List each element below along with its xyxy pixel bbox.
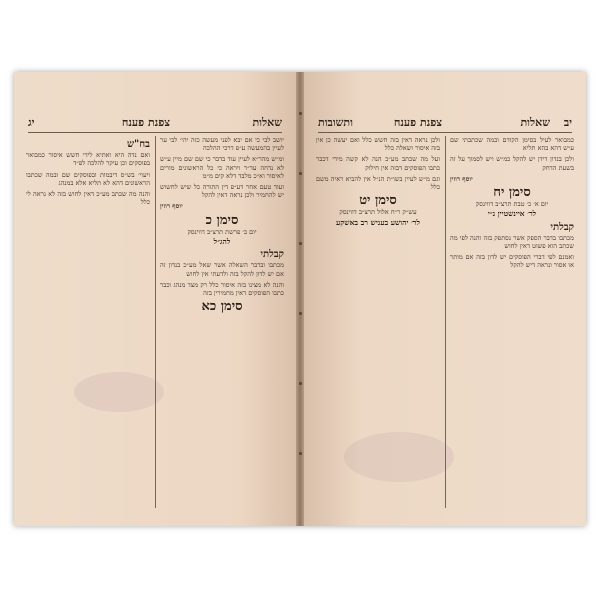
siman-addressee: להג״ל bbox=[213, 237, 231, 247]
header-book-name: צפנת פענח bbox=[393, 116, 442, 129]
paragraph: ואם נדה היא ואתיא לידי חשש איסור כמבואר בפוסקים וכן עיקר להלכה לפ״ד bbox=[26, 151, 150, 168]
binding-stitch bbox=[299, 242, 302, 245]
paragraph: ואמנם לפי דברי הפוסקים יש לדון בזה אם מותר או אסור ונראה דיש להקל bbox=[450, 253, 574, 270]
signature: יוסף רוזין bbox=[450, 174, 473, 183]
left-page-left-column bbox=[26, 136, 150, 209]
paragraph: ולכן נראה דאין בזה חשש כלל ואם יעשה כן אין בזה איסור ושאלה כלל bbox=[316, 136, 440, 153]
page-stain bbox=[74, 372, 164, 412]
open-book bbox=[14, 72, 586, 526]
signature: יוסף רוזין bbox=[160, 202, 183, 211]
paragraph: וגם מ״ש לעיין בשו״ת הנ״ל אין להביא ראיה משם כלל bbox=[316, 174, 440, 192]
siman-title: סימן כא bbox=[201, 299, 243, 315]
siman-date: יום ב׳ פרשת תרצ״ב דווינסק bbox=[187, 227, 257, 236]
siman-date: עש״ק ר״ח אלול תרצ״ב דווינסק bbox=[339, 208, 417, 217]
book-gutter bbox=[296, 72, 304, 526]
binding-stitch bbox=[299, 382, 302, 385]
paragraph: מכתבו ובדבר השאלה אשר שאל מע״כ בנדון זה אם יש לדון להקל בזה ולדעתי אין לחוש bbox=[160, 261, 284, 278]
siman-title: סימן יח bbox=[493, 185, 531, 201]
paragraph: מכתבו בדבר הספק אשר נסתפק בזה והנה לפי מה שכתב הוא פשוט דאין לחוש bbox=[450, 233, 574, 251]
paragraph: ומ״ש מהר״א לעיין עוד בדבר כי שם שם מיין ע״ש לא נדחה עד״ר ויראה כי כל הראשונים מורים לאיסור וא״כ מלבד דלא קים מ״מ bbox=[160, 155, 284, 180]
siman-addressee: לר׳ איינשטיין נ״י bbox=[487, 209, 537, 219]
header-title: שאלות bbox=[520, 116, 550, 129]
right-page-left-column bbox=[316, 136, 440, 230]
paragraph: ולכן בנדון דידן יש להקל כמ״ש ויש לסמוך על זה בשעת הדחק bbox=[450, 155, 574, 172]
siman-date: יום א׳ כ׳ טבת תרצ״ב דווינסק bbox=[475, 200, 549, 209]
header-title: שאלות bbox=[252, 116, 282, 129]
paragraph: והנה לא מצינו בזה איסור כלל רק מצד מנהג וכבר כתבו הפוסקים דאין מחמירין בזה bbox=[160, 280, 284, 298]
right-page-header bbox=[318, 116, 572, 133]
right-page bbox=[304, 72, 586, 526]
column-divider bbox=[445, 136, 446, 508]
siman-addressee: לר׳ יהושע בעניש רב באשקע bbox=[336, 217, 420, 227]
right-page-right-column bbox=[450, 136, 574, 273]
left-page-right-column bbox=[160, 136, 284, 314]
siman-opening-word: קבלתי bbox=[260, 249, 284, 261]
paragraph: והנה מה שכתב מע״כ דאין לחוש בזה לא נראה לי כלל bbox=[26, 190, 150, 207]
binding-stitch bbox=[299, 172, 302, 175]
binding-stitch bbox=[299, 312, 302, 315]
siman-title: סימן כ bbox=[205, 212, 239, 228]
left-page bbox=[14, 72, 296, 526]
column-divider bbox=[155, 136, 156, 508]
siman-opening-word: קבלתי bbox=[550, 221, 574, 233]
paragraph: ויעוי׳ בש״ס דיבמות ובפוסקים שם ובמה שכתבו הראשונים דהא לא תליא אלא במנהג bbox=[26, 170, 150, 187]
header-subtitle: ותשובות bbox=[318, 116, 353, 129]
siman-title: סימן יט bbox=[359, 193, 397, 209]
paragraph: יושב לבי כי אם יבא לפני מעשה כזה יהי׳ לבי ער לעיין בהמעשה ע״פ דרכי ההלכה bbox=[160, 136, 284, 153]
header-book-name: צפנת פענח bbox=[121, 116, 170, 129]
paragraph: כמבואר לעיל בסימן הקודם ובמה שכתבתי שם ע״ש דהא בהא תליא bbox=[450, 136, 574, 153]
header-page-number: יג bbox=[28, 116, 35, 129]
paragraph: ועל מה שכתב מע״כ הנה לא קשה מידי דכבר כתבו הפוסקים דבזה אין חילוק bbox=[316, 155, 440, 172]
binding-stitch bbox=[299, 452, 302, 455]
paragraph: ועוד טעם אחר דע״פ דין התורה כל שיש לחשוש יש להחמיר ולכן נראה דאין להקל bbox=[160, 183, 284, 200]
section-heading: בח"ש bbox=[126, 139, 150, 150]
page-stain bbox=[344, 432, 454, 482]
binding-stitch bbox=[299, 112, 302, 115]
left-page-header bbox=[28, 116, 282, 133]
header-page-number: יב bbox=[563, 116, 572, 129]
